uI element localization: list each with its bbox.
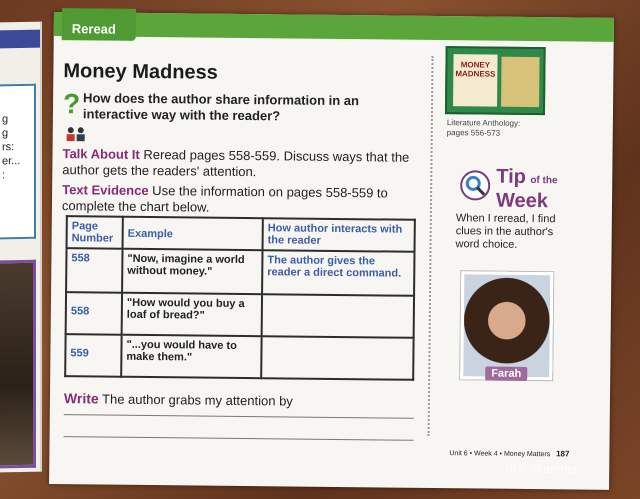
book-title: MONEY MADNESS bbox=[453, 54, 498, 106]
answer-line[interactable] bbox=[64, 436, 414, 441]
left-page-banner bbox=[0, 30, 40, 49]
tip-word: Tip bbox=[496, 165, 527, 188]
left-text-line: : bbox=[2, 169, 6, 182]
left-page-photo bbox=[0, 260, 36, 469]
talk-text: Reread pages 558-559. Discuss ways that the author gets the readers' attention. bbox=[62, 146, 410, 180]
row-author[interactable]: The author gives the reader a direct command. bbox=[262, 250, 414, 296]
student-photo bbox=[460, 271, 553, 380]
text-evidence bbox=[62, 182, 412, 218]
header-bar bbox=[54, 12, 614, 42]
chart-header-row bbox=[67, 216, 415, 252]
evidence-chart bbox=[64, 215, 416, 381]
table-row bbox=[65, 334, 413, 380]
header-page: Page Number bbox=[67, 216, 123, 249]
left-text-line: er... bbox=[2, 155, 21, 168]
row-author[interactable] bbox=[262, 294, 414, 338]
header-example: Example bbox=[123, 217, 263, 250]
row-example: "Now, imagine a world without money." bbox=[122, 249, 262, 294]
left-page-box bbox=[0, 84, 36, 240]
table-row bbox=[66, 248, 414, 296]
reread-tab: Reread bbox=[62, 8, 136, 41]
left-text-line: g bbox=[2, 127, 9, 140]
question-mark-icon: ? bbox=[62, 88, 81, 120]
book-cover-thumbnail bbox=[445, 46, 546, 115]
magnifier-icon bbox=[460, 170, 490, 200]
page-number: 187 bbox=[556, 449, 570, 459]
evidence-label: Text Evidence bbox=[62, 182, 149, 199]
left-text-line: g bbox=[2, 113, 9, 126]
page-footer bbox=[449, 448, 569, 458]
partners-icon bbox=[65, 125, 87, 141]
row-page: 558 bbox=[66, 292, 122, 335]
write-text: The author grabs my attention by bbox=[102, 391, 293, 409]
row-page: 558 bbox=[66, 248, 122, 293]
answer-line[interactable] bbox=[64, 414, 414, 419]
row-example: "...you would have to make them." bbox=[121, 335, 261, 378]
watermark: 知乎 @archer bbox=[504, 462, 578, 476]
table-row bbox=[66, 292, 414, 338]
week-word: Week bbox=[495, 189, 549, 213]
talk-label: Talk About It bbox=[62, 146, 140, 162]
header-author: How author interacts with the reader bbox=[263, 218, 415, 252]
anthology-reference: Literature Anthology: pages 556-573 bbox=[446, 118, 521, 138]
student-name: Farah bbox=[485, 367, 527, 381]
left-page-edge bbox=[0, 22, 42, 473]
row-example: "How would you buy a loaf of bread?" bbox=[122, 293, 262, 336]
essential-question: How does the author share information in an interactive way with the reader? bbox=[82, 90, 360, 124]
tip-text: When I reread, I find clues in the author's word choice. bbox=[455, 212, 556, 251]
row-author[interactable] bbox=[261, 336, 413, 380]
write-prompt bbox=[64, 390, 293, 408]
talk-about-it bbox=[62, 146, 412, 182]
column-divider bbox=[428, 56, 434, 436]
book-illustration bbox=[501, 57, 540, 107]
footer-unit: Unit 6 • Week 4 • Money Matters bbox=[449, 450, 551, 459]
row-page: 559 bbox=[65, 334, 121, 377]
tip-of-week-heading bbox=[496, 167, 558, 214]
left-text-line: rs: bbox=[2, 141, 15, 154]
workbook-page bbox=[49, 12, 614, 490]
page-title: Money Madness bbox=[63, 60, 218, 84]
of-the-word: of the bbox=[530, 174, 558, 187]
evidence-text: Use the information on pages 558-559 to complete the chart below. bbox=[61, 183, 388, 215]
write-label: Write bbox=[63, 390, 99, 407]
